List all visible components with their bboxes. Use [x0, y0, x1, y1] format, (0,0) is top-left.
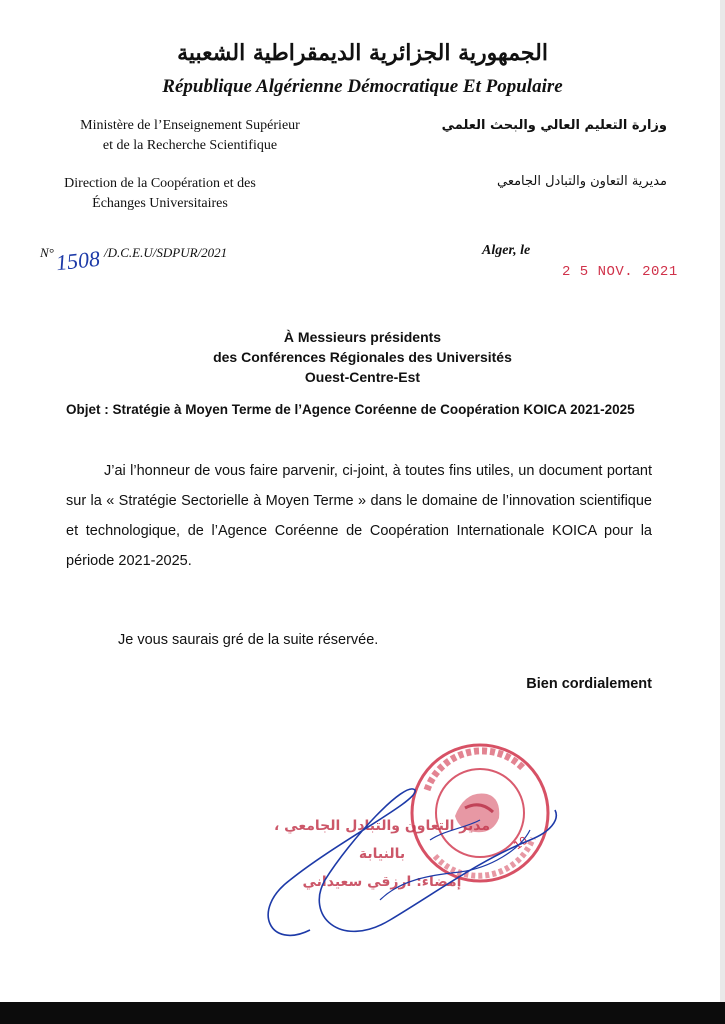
- addressee-line3: Ouest-Centre-Est: [304, 369, 421, 385]
- direction-fr-line1: Direction de la Coopération et des: [64, 176, 256, 191]
- ministry-name-ar: وزارة التعليم العالي والبحث العلمي: [441, 118, 667, 133]
- addressee-block: [0, 327, 725, 387]
- french-republic-title: République Algérienne Démocratique Et Populaire: [162, 76, 563, 97]
- place-label: Alger, le: [482, 243, 531, 258]
- handwritten-signature: [230, 780, 570, 960]
- addressee-line1: À Messieurs présidents: [283, 329, 442, 345]
- reference-suffix: /D.C.E.U/SDPUR/2021: [104, 245, 228, 260]
- subject-line: Objet : Stratégie à Moyen Terme de l’Agence Coréenne de Coopération KOICA 2021-2025: [66, 402, 635, 417]
- seal-number: 10: [511, 833, 531, 853]
- reference-prefix: N°: [40, 245, 54, 260]
- arabic-republic-title: الجمهورية الجزائرية الديمقراطية الشعبية: [177, 40, 548, 66]
- addressee-line2: des Conférences Régionales des Universités: [213, 349, 512, 365]
- scan-edge: [720, 0, 725, 1002]
- signer-line2: إمضاء: ارزقي سعيداني: [302, 874, 462, 890]
- date-stamp: 2 5 NOV. 2021: [562, 264, 678, 280]
- direction-fr-line2: Échanges Universitaires: [92, 196, 228, 211]
- signer-line1: مدير التعاون والتبادل الجامعي ، بالنيابة: [273, 818, 491, 862]
- ministry-fr-line1: Ministère de l’Enseignement Supérieur: [80, 118, 300, 133]
- direction-name-fr: [40, 174, 280, 214]
- reference-number-handwritten: 1508: [54, 245, 102, 276]
- regards-line: Bien cordialement: [526, 676, 652, 692]
- ministry-fr-line2: et de la Recherche Scientifique: [102, 138, 278, 153]
- closing-request: Je vous saurais gré de la suite réservée.: [118, 632, 379, 648]
- scan-bottom-border: [0, 1002, 725, 1024]
- ministry-name-fr: [40, 116, 340, 156]
- direction-name-ar: مديرية التعاون والتبادل الجامعي: [496, 174, 667, 189]
- body-paragraph: J’ai l’honneur de vous faire parvenir, ci-joint, à toutes fins utiles, un document portant sur la « Stratégie Sectorielle à Moyen Terme » dans le domaine de l’innovation scientifique et technologique, de l’Agence Coréenne de Coopération Internationale KOICA pour la période 2021-2025.: [66, 463, 652, 569]
